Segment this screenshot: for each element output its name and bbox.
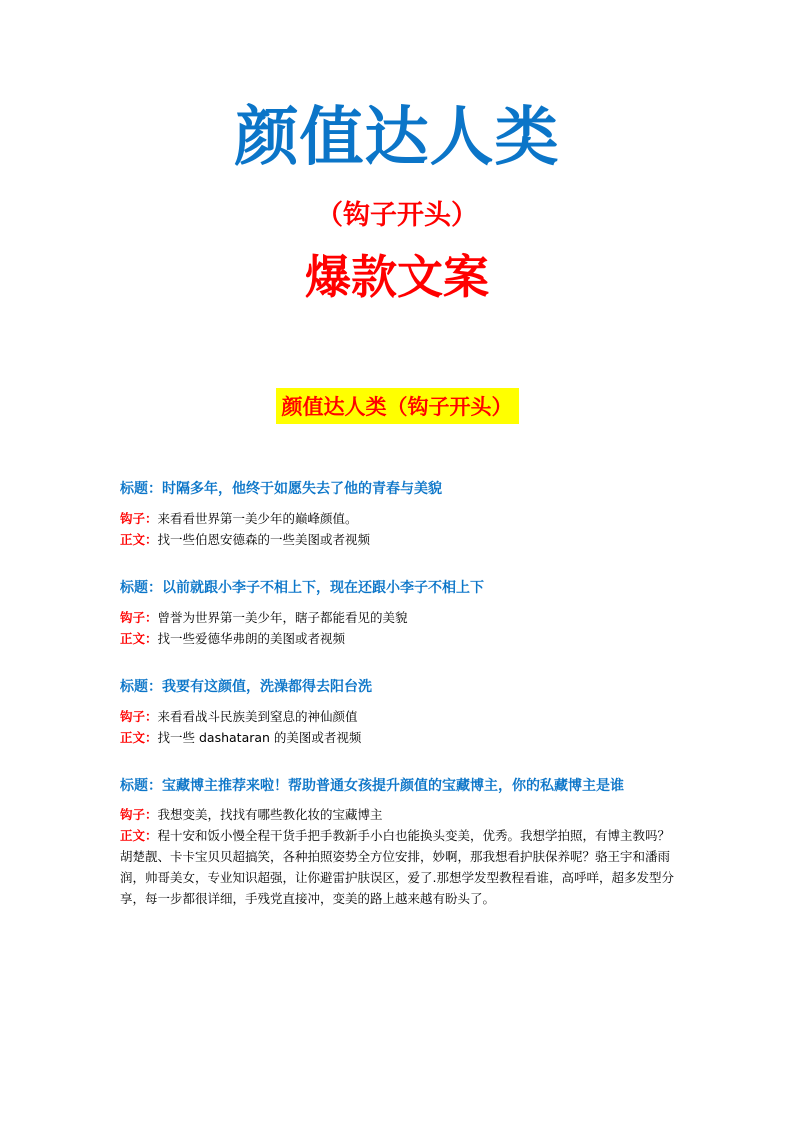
body-label: 正文： (120, 532, 158, 547)
body-label: 正文： (120, 828, 158, 843)
body-text: 找一些 dashataran 的美图或者视频 (157, 730, 362, 745)
hot-title: 爆款文案 (305, 250, 489, 304)
body-line (120, 727, 680, 748)
hook-line (120, 508, 680, 529)
entry-3 (120, 676, 680, 748)
hook-text: 来看看世界第一美少年的巅峰颜值。 (157, 511, 358, 526)
entry-title: 标题：宝藏博主推荐来啦！帮助普通女孩提升颜值的宝藏博主，你的私藏博主是谁 (120, 778, 624, 794)
body-text: 程十安和饭小慢全程干货手把手教新手小白也能换头变美，优秀。我想学拍照，有博主教吗？胡楚靓、卡卡宝贝贝超搞笑，各种拍照姿势全方位安排，妙啊，那我想看护肤保养呢？骆王宇和潘雨润，帅哥美女，专业知识超强，让你避雷护肤误区，爱了.那想学发型教程看谁，高呼咩，超多发型分享，每一步都很详细，手残党直接冲，变美的路上越来越有盼头了。 (120, 828, 674, 906)
body-text: 找一些伯恩安德森的一些美图或者视频 (157, 532, 371, 547)
hook-line (120, 607, 680, 628)
hook-label: 钩子： (120, 709, 158, 724)
body-label: 正文： (120, 730, 158, 745)
entry-1 (120, 478, 680, 550)
body-line (120, 529, 680, 550)
hook-text: 来看看战斗民族美到窒息的神仙颜值 (157, 709, 358, 724)
hook-line (120, 706, 680, 727)
entry-title: 标题：以前就跟小李子不相上下，现在还跟小李子不相上下 (120, 580, 484, 596)
body-label: 正文： (120, 631, 158, 646)
hook-label: 钩子： (120, 511, 158, 526)
section-heading: 颜值达人类（钩子开头） (276, 388, 519, 424)
sub-title: （钩子开头） (316, 200, 478, 231)
hook-label: 钩子： (120, 610, 158, 625)
section-heading-wrap (0, 388, 794, 424)
entry-title: 标题：我要有这颜值，洗澡都得去阳台洗 (120, 679, 372, 695)
hook-text: 曾誉为世界第一美少年，瞎子都能看见的美貌 (157, 610, 408, 625)
body-line (120, 825, 680, 909)
body-text: 找一些爱德华弗朗的美图或者视频 (157, 631, 346, 646)
entry-2 (120, 577, 680, 649)
entry-list (120, 478, 680, 936)
main-title: 颜值达人类 (234, 101, 560, 175)
entry-title: 标题：时隔多年，他终于如愿失去了他的青春与美貌 (120, 481, 442, 497)
entry-4 (120, 764, 680, 909)
body-line (120, 628, 680, 649)
hook-text: 我想变美，找找有哪些教化妆的宝藏博主 (157, 807, 383, 822)
hook-label: 钩子： (120, 807, 158, 822)
